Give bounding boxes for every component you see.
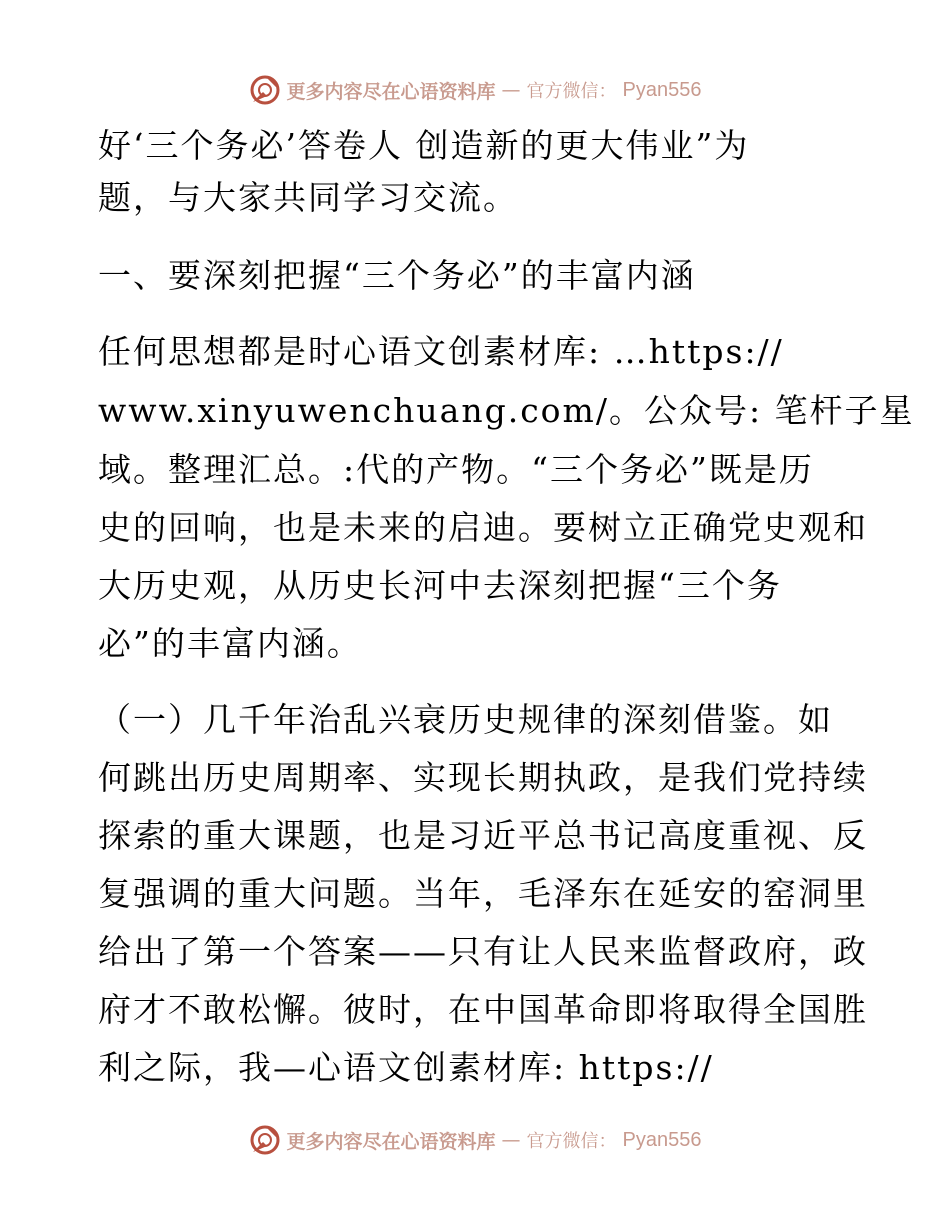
text-line: 府才不敢松懈。彼时，在中国革命即将取得全国胜 [98,990,868,1029]
text-line: 利之际，我—心语文创素材库: https:// [98,1048,714,1087]
banner-dash: — [501,1129,521,1151]
text-line: 大历史观，从历史长河中去深刻把握“三个务 [98,566,782,605]
text-line: 复强调的重大问题。当年，毛泽东在延安的窑洞里 [98,874,868,913]
text-line: 域。整理汇总。:代的产物。“三个务必”既是历 [98,450,814,489]
text-line: 何跳出历史周期率、实现长期执政，是我们党持续 [98,758,868,797]
banner-official-label: 官方微信： [526,1131,617,1152]
section-heading: 一、要深刻把握“三个务必”的丰富内涵 [98,256,696,295]
header-watermark-banner [0,70,950,110]
pen-logo-icon [249,1124,281,1156]
text-line: 任何思想都是时心语文创素材库: …https:// [98,332,784,371]
text-line: 题，与大家共同学习交流。 [98,178,518,217]
banner-text: 更多内容尽在心语资料库 [286,1130,496,1153]
text-line: 探索的重大课题，也是习近平总书记高度重视、反 [98,816,868,855]
banner-dash: — [501,79,521,101]
text-line: 必”的丰富内涵。 [98,624,362,663]
banner-wechat-id: Pyan556 [622,1128,702,1151]
banner-wechat-id: Pyan556 [622,78,702,101]
footer-watermark-banner [0,1120,950,1160]
banner-official-label: 官方微信： [526,81,617,102]
text-line: 好‘三个务必’答卷人 创造新的更大伟业”为 [98,126,750,165]
text-line: （一）几千年治乱兴衰历史规律的深刻借鉴。如 [98,700,833,739]
pen-logo-icon [249,74,281,106]
text-line: 史的回响，也是未来的启迪。要树立正确党史观和 [98,508,868,547]
banner-text: 更多内容尽在心语资料库 [286,80,496,103]
text-line: www.xinyuwenchuang.com/。公众号: 笔杆子星 [98,391,915,430]
text-line: 给出了第一个答案——只有让人民来监督政府，政 [98,932,868,971]
